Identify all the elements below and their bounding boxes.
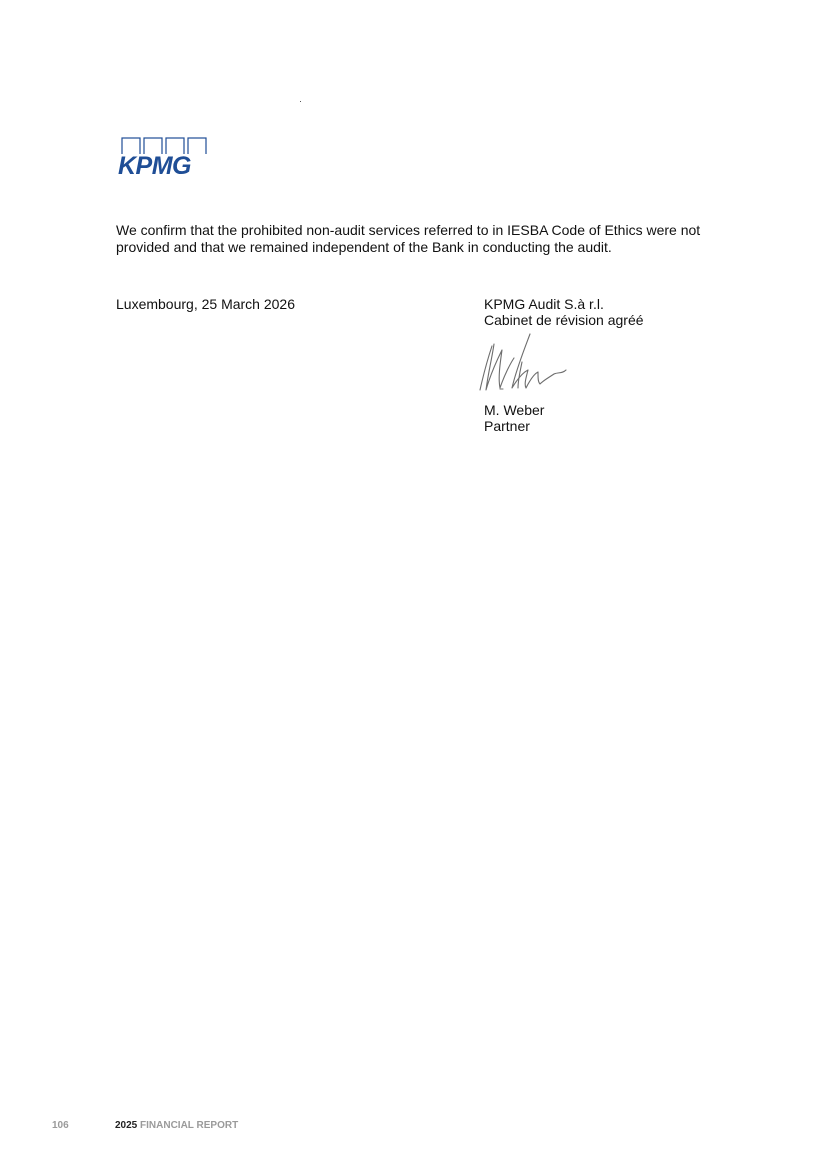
confirmation-line-2: provided and that we remained independent of the Bank in conducting the audit.	[116, 239, 612, 255]
kpmg-logo	[116, 137, 216, 179]
audit-firm-block	[484, 296, 644, 328]
report-title: FINANCIAL REPORT	[140, 1120, 239, 1131]
place-and-date: Luxembourg, 25 March 2026	[116, 296, 295, 312]
confirmation-line-1: We confirm that the prohibited non-audit services referred to in IESBA Code of Ethics were not	[116, 222, 701, 238]
scan-speck	[300, 101, 301, 102]
report-year: 2025	[115, 1120, 138, 1131]
firm-name: KPMG Audit S.à r.l.	[484, 296, 604, 312]
signer-name: M. Weber	[484, 402, 545, 418]
svg-text:KPMG: KPMG	[118, 152, 191, 179]
page-number: 106	[52, 1120, 69, 1131]
firm-subtitle: Cabinet de révision agréé	[484, 312, 644, 328]
page-footer	[52, 1120, 238, 1132]
handwritten-signature-icon	[474, 332, 584, 396]
signer-block	[484, 402, 544, 434]
independence-confirmation	[116, 222, 726, 256]
signer-title: Partner	[484, 418, 530, 434]
